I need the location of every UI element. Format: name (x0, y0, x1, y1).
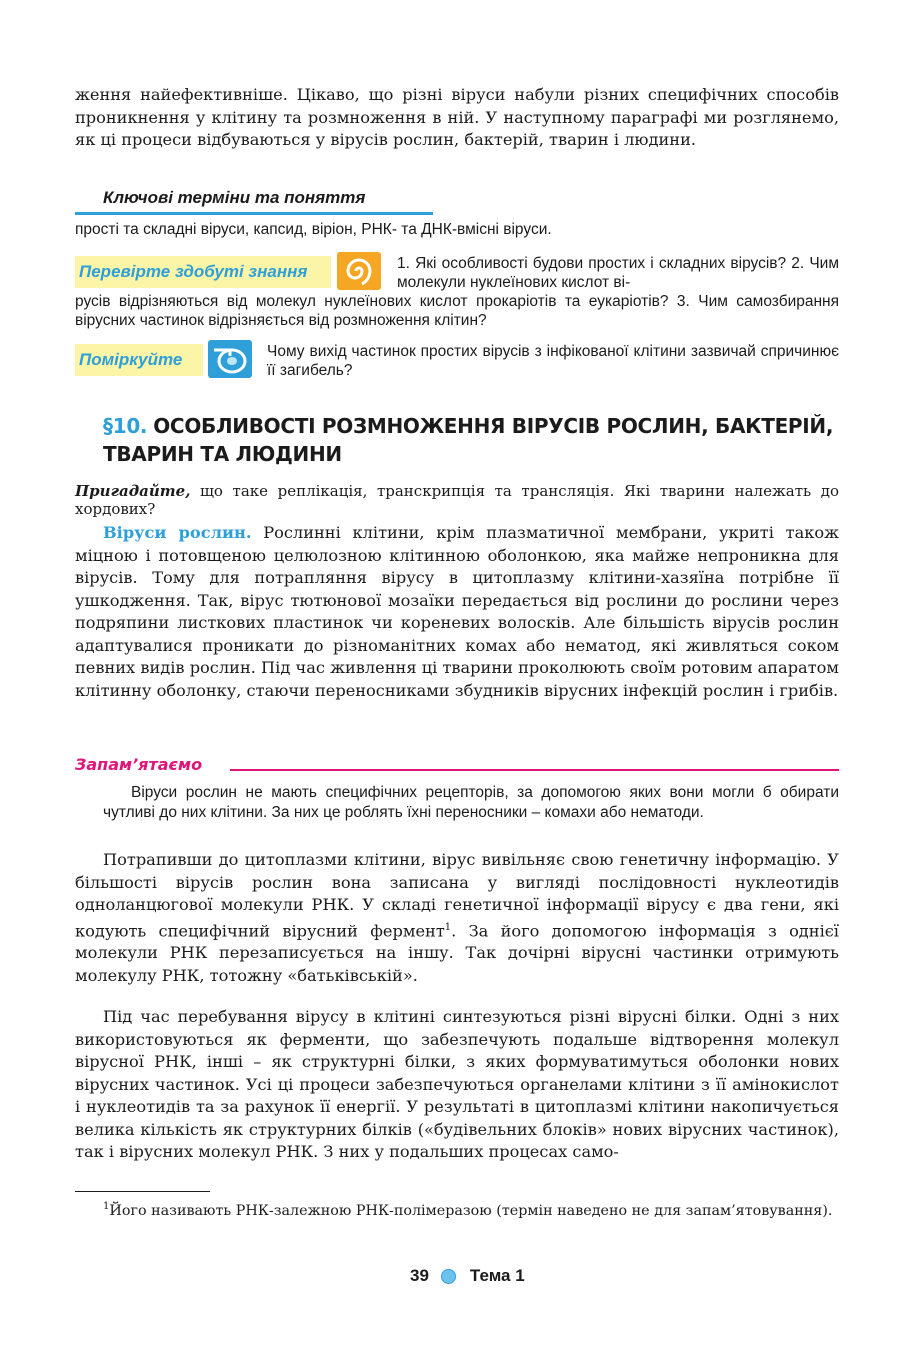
plants-viruses-text: Рослинні клітини, крім плазматичної мембрани, укриті також міцною і потовщеною целюлозною клітинною оболонкою, яка майже непроникна для вірусів. Тому для потрапляння вірусу в цитоплазму клітини-хазяїна потрібне її ушкодження. Так, вірус тютюнової мозаїки передається від рослини до рослини через подряпини листкових пластинок чи кореневих волосків. Але більшість вірусів рослин адаптувалися проникати до різноманітних комах або нематод, які живляться соком певних видів рослин. Під час живлення ці тварини проколюють своїм ротовим апаратом клітинну оболонку, стаючи переносниками збудників вірусних інфекцій рослин і грибів. (75, 523, 839, 700)
page-number: 39 (410, 1266, 429, 1285)
think-label: Поміркуйте (79, 350, 183, 369)
paragraph-title-text: ОСОБЛИВОСТІ РОЗМНОЖЕННЯ ВІРУСІВ РОСЛИН, БАКТЕРІЙ, ТВАРИН ТА ЛЮДИНИ (103, 414, 834, 466)
remember-text: Віруси рослин не мають специфічних рецепторів, за допомогою яких вони могли б обирати чутливі до них клітини. За них це роблять їхні переносники – комахи або нематоди. (103, 784, 839, 821)
plants-viruses-lead: Віруси рослин. (103, 523, 252, 542)
spiral-icon (337, 252, 381, 290)
check-knowledge-questions-rest: русів відрізняються від молекул нуклеїнових кислот прокаріотів та еукаріотів? 3. Чим самозбирання вірусних частинок відрізняється від розмноження клітин? (75, 293, 839, 329)
key-terms-heading-label: Ключові терміни та поняття (103, 188, 366, 207)
paragraph-number: §10. (103, 414, 148, 438)
remember-heading-label: Запам’ятаємо (75, 755, 208, 774)
footnote (75, 1197, 839, 1221)
think-badge (75, 344, 203, 376)
recall-prompt (75, 482, 839, 518)
circle-pipe-icon (208, 340, 252, 378)
recall-lead: Пригадайте, (75, 482, 191, 500)
genetic-info-text-after: . За його допомогою інформація з однієї молекули РНК перезаписується на іншу. Так дочірні вірусні частинки отримують молекулу РНК, тотожну «батьківській». (75, 920, 839, 985)
genetic-info-text-before: Потрапивши до цитоплазми клітини, вірус вивільняє свою генетичну інформацію. У більшості вірусів рослин вона записана у вигляді послідовності нуклеотидів одноланцюгової молекули РНК. У складі генетичної інформації вірусу є два гени, які кодують специфічний вірусний фермент (75, 850, 839, 940)
think-question: Чому вихід частинок простих вірусів з інфікованої клітини зазвичай спричинює її загибель? (267, 343, 839, 379)
key-terms-heading (75, 186, 433, 215)
recall-text: що таке реплікація, транскрипція та трансляція. Які тварини належать до хордових? (75, 482, 839, 518)
footnote-reference[interactable]: 1 (444, 921, 452, 933)
check-knowledge-badge (75, 256, 331, 288)
footnote-mark: 1 (103, 1201, 110, 1212)
remember-divider (230, 769, 839, 771)
genetic-info-paragraph (75, 849, 839, 987)
check-knowledge-label: Перевірте здобуті знання (79, 262, 308, 281)
footnote-divider (75, 1191, 210, 1192)
intro-paragraph: ження найефективніше. Цікаво, що різні віруси набули різних специфічних способів проникнення у клітину та розмноження в ній. У наступному параграфі ми розглянемо, як ці процеси відбуваються у вірусів рослин, бактерій, тварин і людини. (75, 85, 839, 149)
key-terms-text: прості та складні віруси, капсид, віріон, РНК- та ДНК-вмісні віруси. (75, 221, 552, 238)
remember-heading (75, 755, 839, 775)
footer-dot-icon (441, 1269, 456, 1284)
paragraph-title (103, 412, 839, 468)
page-footer (410, 1266, 525, 1286)
footnote-text: Його називають РНК-залежною РНК-полімеразою (термін наведено не для запам’ятовування). (109, 1202, 833, 1219)
footer-topic: Тема 1 (469, 1266, 525, 1285)
check-knowledge-questions-first: 1. Які особливості будови простих і складних вірусів? 2. Чим молекули нуклеїнових кислот ві- (397, 255, 839, 291)
plants-viruses-paragraph (75, 522, 839, 702)
viral-proteins-paragraph: Під час перебування вірусу в клітині синтезуються різні вірусні білки. Одні з них використовуються як ферменти, що забезпечують подальше відтворення молекул вірусної РНК, інші – як структурні білки, з яких формуватимуться оболонки нових вірусних частинок. Усі ці процеси забезпечуються органелами клітини з її амінокислот і нуклеотидів та за рахунок її енергії. У результаті в цитоплазмі клітини накопичується велика кількість як структурних білків («будівельних блоків» нових вірусних частинок), так і вірусних молекул РНК. З них у подальших процесах само- (75, 1007, 839, 1161)
